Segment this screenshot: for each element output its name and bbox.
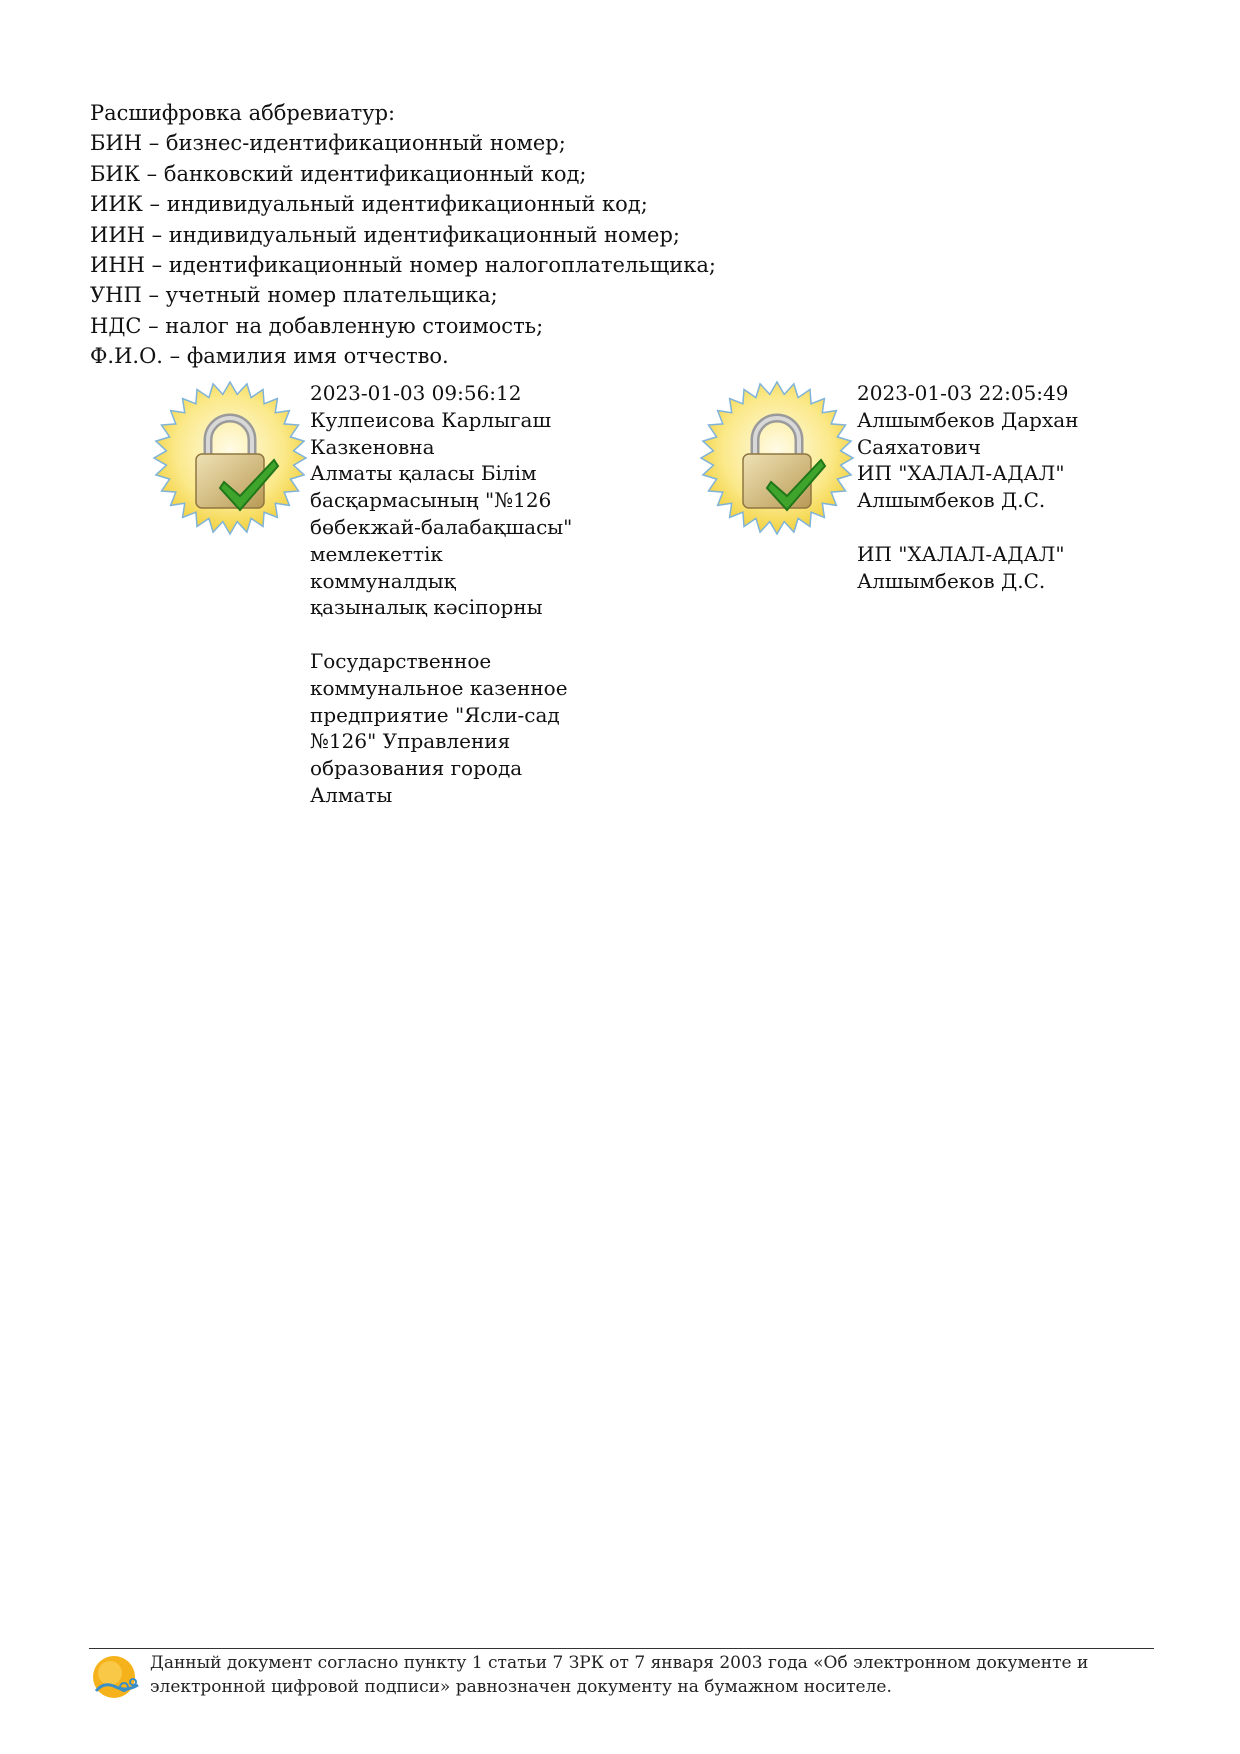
signature-line: қазыналық кәсіпорны (310, 595, 543, 620)
abbreviation-item: БИК – банковский идентификационный код; (90, 161, 587, 186)
abbreviations-heading: Расшифровка аббревиатур: (90, 101, 396, 125)
signature-line (857, 514, 1078, 541)
footer-divider (89, 1648, 1154, 1649)
signature-line: ИП "ХАЛАЛ-АДАЛ" (857, 541, 1065, 566)
signature-line: бөбекжай-балабақшасы" (310, 514, 573, 539)
signature-line: ИП "ХАЛАЛ-АДАЛ" (857, 461, 1065, 486)
signature-line: Казкеновна (310, 434, 435, 459)
signature-details (310, 380, 572, 809)
signature-details (857, 380, 1078, 594)
abbreviation-item: ИИК – индивидуальный идентификационный код; (90, 192, 648, 217)
signature-timestamp: 2023-01-03 09:56:12 (310, 381, 522, 405)
signed-lock-seal-icon (150, 378, 310, 538)
signature-line: Саяхатович (857, 434, 981, 459)
abbreviation-item: НДС – налог на добавленную стоимость; (90, 313, 544, 338)
abbreviation-item: ИНН – идентификационный номер налогоплательщика; (90, 253, 716, 278)
signature-line: коммунальное казенное (310, 675, 568, 700)
signature-line: образования города (310, 756, 523, 781)
signature-line: Алшымбеков Дархан (857, 407, 1079, 432)
footer-legal-note (150, 1652, 1088, 1699)
abbreviation-item: УНП – учетный номер плательщика; (90, 283, 498, 308)
signature-line: басқармасының "№126 (310, 488, 552, 513)
signature-line: предприятие "Ясли-сад (310, 702, 560, 727)
signature-line: Кулпеисова Карлыгаш (310, 407, 552, 432)
abbreviations-block (90, 98, 716, 372)
footer-line: электронной цифровой подписи» равнозначен документу на бумажном носителе. (150, 1676, 892, 1697)
signature-line: Государственное (310, 648, 492, 673)
signature-line: №126" Управления (310, 729, 511, 754)
signature-line: Алшымбеков Д.С. (857, 488, 1046, 513)
signature-line: Алматы (310, 782, 393, 807)
abbreviation-item: Ф.И.О. – фамилия имя отчество. (90, 344, 449, 369)
egov-sun-logo-icon (90, 1651, 142, 1703)
signature-line: Алматы қаласы Білім (310, 461, 537, 486)
signature-line: Алшымбеков Д.С. (857, 568, 1046, 593)
signature-line: мемлекеттік (310, 541, 443, 566)
abbreviation-item: ИИН – индивидуальный идентификационный номер; (90, 222, 680, 247)
signature-line (310, 621, 572, 648)
abbreviation-item: БИН – бизнес-идентификационный номер; (90, 131, 566, 156)
signed-lock-seal-icon (697, 378, 857, 538)
signature-timestamp: 2023-01-03 22:05:49 (857, 381, 1069, 405)
footer-line: Данный документ согласно пункту 1 статьи 7 ЗРК от 7 января 2003 года «Об электронном документе и (150, 1653, 1089, 1673)
signature-line: коммуналдық (310, 568, 456, 593)
